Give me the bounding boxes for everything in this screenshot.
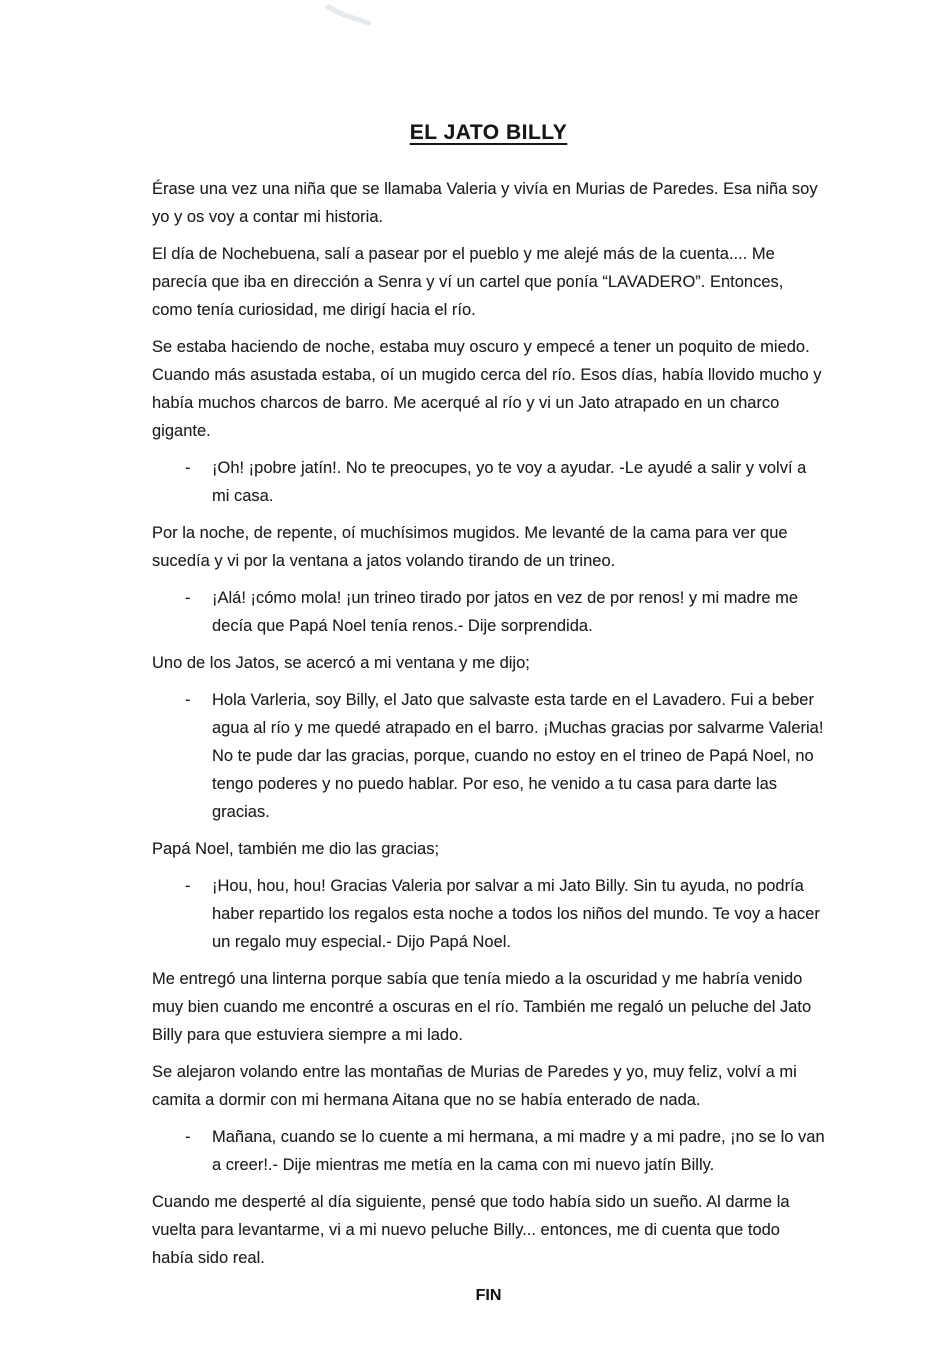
paragraph: El día de Nochebuena, salí a pasear por el pueblo y me alejé más de la cuenta.... Me parecía que iba en dirección a Senra y ví un cartel que ponía “LAVADERO”. Entonces, como tenía curiosidad, me dirigí hacia el río. <box>152 245 784 319</box>
dialogue-text: ¡Oh! ¡pobre jatín!. No te preocupes, yo te voy a ayudar. -Le ayudé a salir y volví a mi casa. <box>212 459 807 505</box>
paragraph: Me entregó una linterna porque sabía que tenía miedo a la oscuridad y me habría venido muy bien cuando me encontré a oscuras en el río. También me regaló un peluche del Jato Billy para que estuviera siempre a mi lado. <box>152 970 812 1044</box>
dialogue-text: ¡Alá! ¡cómo mola! ¡un trineo tirado por jatos en vez de por renos! y mi madre me decía que Papá Noel tenía renos.- Dije sorprendida. <box>212 589 798 635</box>
dialogue-line <box>152 686 825 826</box>
paragraph: Papá Noel, también me dio las gracias; <box>152 840 440 858</box>
paragraph: Se estaba haciendo de noche, estaba muy oscuro y empecé a tener un poquito de miedo. Cuando más asustada estaba, oí un mugido cerca del río. Esos días, había llovido mucho y había muchos charcos de barro. Me acerqué al río y vi un Jato atrapado en un charco gigante. <box>152 338 822 440</box>
paragraph: Se alejaron volando entre las montañas de Murias de Paredes y yo, muy feliz, volví a mi camita a dormir con mi hermana Aitana que no se había enterado de nada. <box>152 1063 797 1109</box>
fin-label: FIN <box>475 1287 502 1304</box>
dialogue-line <box>152 454 825 510</box>
dash-marker: - <box>185 1128 191 1146</box>
dialogue-text: Hola Varleria, soy Billy, el Jato que salvaste esta tarde en el Lavadero. Fui a beber agua al río y me quedé atrapado en el barro. ¡Muchas gracias por salvarme Valeria! No te pude dar las gracias, porque, cuando no estoy en el trineo de Papá Noel, no tengo poderes y no puedo hablar. Por eso, he venido a tu casa para darte las gracias. <box>212 691 824 821</box>
dash-marker: - <box>185 589 191 607</box>
dash-marker: - <box>185 691 191 709</box>
dialogue-text: Mañana, cuando se lo cuente a mi hermana, a mi madre y a mi padre, ¡no se lo van a creer!.- Dije mientras me metía en la cama con mi nuevo jatín Billy. <box>212 1128 825 1174</box>
document-title: EL JATO BILLY <box>409 121 568 144</box>
dialogue-line <box>152 584 825 640</box>
dialogue-line <box>152 1123 825 1179</box>
paragraph: Érase una vez una niña que se llamaba Valeria y vivía en Murias de Paredes. Esa niña soy yo y os voy a contar mi historia. <box>152 180 818 226</box>
paragraph: Cuando me desperté al día siguiente, pensé que todo había sido un sueño. Al darme la vuelta para levantarme, vi a mi nuevo peluche Billy... entonces, me di cuenta que todo había sido real. <box>152 1193 790 1267</box>
dialogue-line <box>152 872 825 956</box>
dialogue-text: ¡Hou, hou, hou! Gracias Valeria por salvar a mi Jato Billy. Sin tu ayuda, no podría haber repartido los regalos esta noche a todos los niños del mundo. Te voy a hacer un regalo muy especial.- Dijo Papá Noel. <box>212 877 820 951</box>
dash-marker: - <box>185 459 191 477</box>
paragraph: Por la noche, de repente, oí muchísimos mugidos. Me levanté de la cama para ver que sucedía y vi por la ventana a jatos volando tirando de un trineo. <box>152 524 788 570</box>
scan-artifact <box>325 2 373 30</box>
dash-marker: - <box>185 877 191 895</box>
paragraph: Uno de los Jatos, se acercó a mi ventana y me dijo; <box>152 654 530 672</box>
